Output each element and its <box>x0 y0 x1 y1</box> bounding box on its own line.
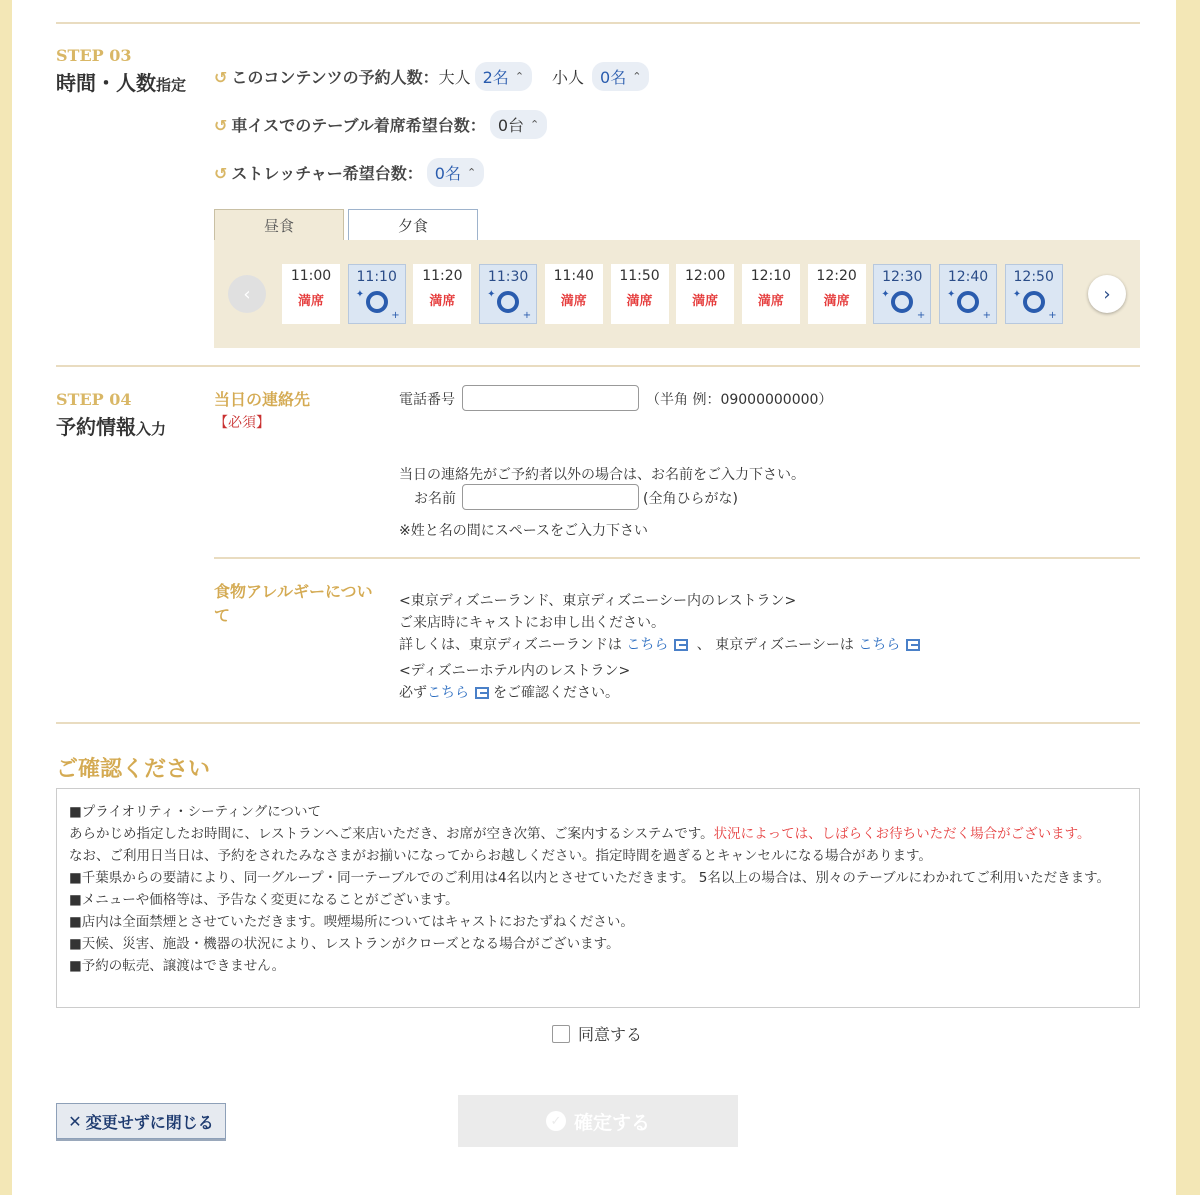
notice-p2a: あらかじめ指定したお時間に、レストランへご来店いただき、お席が空き次第、ご案内するシステムです。 <box>69 826 714 842</box>
time-slot-time: 12:20 <box>816 268 857 284</box>
child-count-value: 0名 <box>600 68 627 87</box>
available-circle-icon <box>497 291 519 313</box>
tdl-allergy-link[interactable]: こちら <box>626 637 669 653</box>
close-without-change-button[interactable] <box>56 1103 226 1139</box>
required-badge: 【必須】 <box>214 415 270 431</box>
sparkle-icon: ✦ <box>881 289 890 300</box>
time-slot-time: 12:00 <box>685 268 726 284</box>
wheelchair-count-value: 0台 <box>497 116 524 135</box>
divider <box>214 557 1140 559</box>
allergy-label-line1: 食物アレルギーについ <box>214 582 373 601</box>
allergy-line5 <box>399 682 924 704</box>
check-icon: ✓ <box>546 1111 566 1131</box>
name-input[interactable] <box>462 484 639 510</box>
close-button-label: 変更せずに閉じる <box>85 1112 214 1132</box>
time-slot-time: 12:50 <box>1013 269 1054 285</box>
adult-count-value: 2名 <box>482 68 509 87</box>
allergy-line3 <box>399 634 924 656</box>
time-slot-time: 12:40 <box>947 269 989 285</box>
divider <box>56 22 1140 24</box>
close-icon: ✕ <box>68 1111 82 1131</box>
notice-p7: ■天候、災害、施設・機器の状況により、レストランがクローズとなる場合がございます。 <box>69 936 620 952</box>
reservation-panel <box>12 0 1176 1195</box>
time-slot[interactable] <box>282 264 340 324</box>
chevron-updown-icon: ⌃ <box>530 118 540 131</box>
divider <box>56 722 1140 724</box>
confirm-button-label: 確定する <box>573 1111 650 1134</box>
time-slot-status: 満席 <box>297 294 324 309</box>
confirm-button[interactable] <box>458 1095 738 1147</box>
time-slot-status: 満席 <box>692 294 719 309</box>
time-slot[interactable] <box>939 264 997 324</box>
notice-p1: ■プライオリティ・シーティングについて <box>69 804 321 820</box>
available-circle-icon <box>366 291 388 313</box>
stretcher-count-select[interactable] <box>427 158 484 187</box>
phone-hint: （半角 例：09000000000） <box>646 392 833 408</box>
allergy-line3a: 詳しくは、東京ディズニーランドは <box>399 637 622 653</box>
allergy-info <box>399 590 924 704</box>
available-circle-icon <box>957 291 979 313</box>
allergy-label <box>214 580 373 628</box>
refresh-arrow-icon: ↺ <box>214 164 228 183</box>
time-slot[interactable] <box>676 264 734 324</box>
step4-title <box>56 411 166 440</box>
allergy-line2: ご来店時にキャストにお申し出ください。 <box>399 615 665 631</box>
sparkle-icon: + <box>522 310 532 321</box>
step4-number: STEP 04 <box>56 390 132 409</box>
allergy-label-line2: て <box>214 606 231 625</box>
wheelchair-label: 車イスでのテーブル着席希望台数： <box>231 116 486 135</box>
time-slot-status: 満席 <box>757 294 784 309</box>
stretcher-row <box>214 158 488 187</box>
new-window-icon <box>475 687 489 699</box>
allergy-line3b: 、 東京ディズニーシーは <box>696 637 854 653</box>
time-slot[interactable] <box>742 264 800 324</box>
new-window-icon <box>906 639 920 651</box>
time-slot-status: 満席 <box>626 294 653 309</box>
phone-label: 電話番号 <box>399 392 455 408</box>
time-slot[interactable] <box>611 264 669 324</box>
wheelchair-count-select[interactable] <box>490 110 547 139</box>
step3-title-main: 時間・人数 <box>56 71 156 95</box>
hotel-allergy-link[interactable]: こちら <box>427 685 469 701</box>
agree-label: 同意する <box>578 1025 643 1044</box>
time-slot-time: 11:50 <box>619 268 660 284</box>
party-size-question <box>214 65 439 88</box>
refresh-arrow-icon: ↺ <box>214 68 228 87</box>
notice-p4: ■千葉県からの要請により、同一グループ・同一テーブルでのご利用は4名以内とさせていただきます。 5名以上の場合は、別々のテーブルにわかれてご利用いただきます。 <box>69 870 1111 886</box>
time-slot-time: 11:00 <box>290 268 332 284</box>
notice-p5: ■メニューや価格等は、予告なく変更になることがございます。 <box>69 892 459 908</box>
tds-allergy-link[interactable]: こちら <box>858 637 901 653</box>
tab-dinner[interactable]: 夕食 <box>348 209 478 240</box>
time-slot[interactable] <box>545 264 603 324</box>
allergy-line1: <東京ディズニーランド、東京ディズニーシー内のレストラン> <box>399 593 797 609</box>
notice-p8: ■予約の転売、譲渡はできません。 <box>69 958 286 974</box>
time-slot-time: 11:40 <box>553 268 594 284</box>
sparkle-icon: ✦ <box>947 289 956 300</box>
name-hint: (全角ひらがな) <box>643 491 738 507</box>
time-slot-time: 11:30 <box>487 269 529 285</box>
time-slot-time: 11:10 <box>356 269 397 285</box>
time-slot[interactable] <box>808 264 866 324</box>
refresh-arrow-icon: ↺ <box>214 116 228 135</box>
sparkle-icon: ✦ <box>1012 289 1022 300</box>
step4-title-main: 予約情報 <box>56 415 136 439</box>
chevron-updown-icon: ⌃ <box>514 70 525 83</box>
time-slot-status: 満席 <box>560 294 587 309</box>
wheelchair-row <box>214 110 551 139</box>
child-label: 小人 <box>552 68 585 87</box>
allergy-line5b: をご確認ください。 <box>493 685 619 701</box>
sparkle-icon: ✦ <box>487 289 496 300</box>
sparkle-icon: + <box>916 310 926 321</box>
allergy-line5a: 必ず <box>399 685 427 701</box>
adult-label: 大人 <box>438 68 471 87</box>
time-slot-time: 12:30 <box>882 269 923 285</box>
party-size-row <box>214 62 653 91</box>
notice-p2 <box>69 823 1127 845</box>
notice-scroll-box[interactable] <box>56 788 1140 1008</box>
time-slot-time: 12:10 <box>750 268 792 284</box>
contact-label: 当日の連絡先 <box>214 390 311 409</box>
time-slot[interactable] <box>413 264 471 324</box>
time-slot[interactable] <box>1005 264 1063 324</box>
notice-p2b-warning: 状況によっては、しばらくお待ちいただく場合がございます。 <box>713 826 1091 842</box>
time-slot-panel <box>214 240 1140 348</box>
time-slot-status: 満席 <box>429 294 456 309</box>
agree-checkbox-row[interactable] <box>552 1022 642 1045</box>
other-contact-note: 当日の連絡先がご予約者以外の場合は、お名前をご入力下さい。 <box>399 467 805 483</box>
next-arrow-icon[interactable]: › <box>1088 275 1126 313</box>
party-size-label: このコンテンツの予約人数： <box>231 68 439 87</box>
sparkle-icon: ✦ <box>355 289 365 300</box>
tab-lunch[interactable]: 昼食 <box>214 209 344 240</box>
sparkle-icon: + <box>982 310 991 321</box>
confirm-title: ご確認ください <box>56 757 211 782</box>
step3-label <box>56 46 186 96</box>
wheelchair-question <box>214 113 486 136</box>
sparkle-icon: + <box>391 310 400 321</box>
chevron-updown-icon: ⌃ <box>632 70 642 83</box>
phone-input[interactable] <box>462 385 639 411</box>
space-note: ※姓と名の間にスペースをご入力下さい <box>399 523 649 539</box>
notice-p3: なお、ご利用日当日は、予約をされたみなさまがお揃いになってからお越しください。指定時間を過ぎるとキャンセルになる場合があります。 <box>69 848 932 864</box>
child-count-select[interactable] <box>592 62 649 91</box>
time-slot-status: 満席 <box>823 294 850 309</box>
stretcher-question <box>214 161 423 184</box>
stretcher-label: ストレッチャー希望台数： <box>231 164 423 183</box>
time-slot-time: 11:20 <box>422 268 463 284</box>
new-window-icon <box>674 639 688 651</box>
step3-title-small: 指定 <box>156 76 187 94</box>
available-circle-icon <box>891 291 913 313</box>
step4-title-small: 入力 <box>136 420 167 438</box>
time-slot[interactable] <box>479 264 537 324</box>
adult-count-select[interactable] <box>475 62 532 91</box>
available-circle-icon <box>1023 291 1045 313</box>
allergy-line4: <ディズニーホテル内のレストラン> <box>399 663 631 679</box>
step3-number: STEP 03 <box>56 46 132 65</box>
step3-title <box>56 67 186 96</box>
chevron-updown-icon: ⌃ <box>466 166 477 179</box>
step4-label <box>56 390 166 440</box>
sparkle-icon: + <box>1048 310 1057 321</box>
name-label: お名前 <box>414 491 456 507</box>
divider <box>56 365 1140 367</box>
time-slot[interactable] <box>873 264 931 324</box>
prev-arrow-icon[interactable]: ‹ <box>228 275 266 313</box>
time-slot[interactable] <box>348 264 406 324</box>
stretcher-count-value: 0名 <box>434 164 461 183</box>
meal-tabs <box>214 209 478 240</box>
agree-checkbox[interactable] <box>552 1025 570 1043</box>
notice-p6: ■店内は全面禁煙とさせていただきます。喫煙場所についてはキャストにおたずねください。 <box>69 914 634 930</box>
